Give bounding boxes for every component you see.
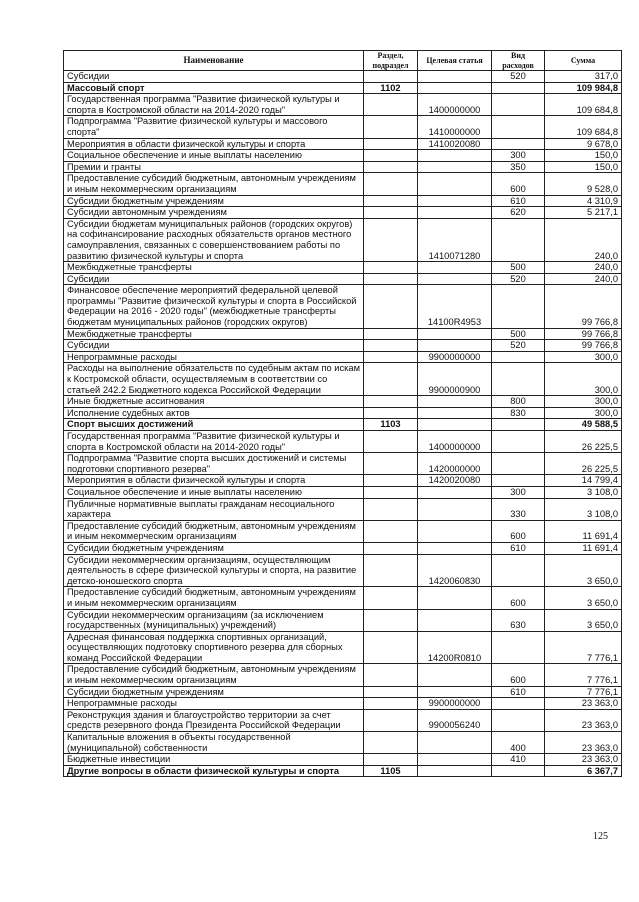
cell-name: Государственная программа "Развитие физической культуры и спорта в Костромской области на 2014-2020 годы" [64,94,364,116]
cell-target [418,754,492,766]
page-number: 125 [593,831,608,842]
cell-target: 9900000000 [418,351,492,363]
cell-sum: 99 766,8 [545,328,622,340]
cell-type: 800 [492,396,545,408]
table-row [64,631,622,664]
cell-sum: 3 108,0 [545,486,622,498]
cell-section [364,542,418,554]
cell-sum: 300,0 [545,407,622,419]
cell-type [492,94,545,116]
cell-type: 300 [492,486,545,498]
table-row [64,431,622,453]
cell-type: 600 [492,587,545,609]
cell-name: Социальное обеспечение и иные выплаты населению [64,150,364,162]
cell-name: Мероприятия в области физической культуры и спорта [64,138,364,150]
cell-target [418,542,492,554]
cell-sum: 7 776,1 [545,686,622,698]
cell-type [492,709,545,731]
cell-type [492,138,545,150]
table-row [64,765,622,777]
table-row [64,94,622,116]
cell-section: 1102 [364,82,418,94]
cell-name: Субсидии некоммерческим организациям (за исключением государственных (муниципальных) учреждений) [64,609,364,631]
cell-sum: 3 650,0 [545,587,622,609]
cell-sum: 300,0 [545,396,622,408]
cell-sum: 317,0 [545,71,622,83]
cell-target: 1420020080 [418,475,492,487]
cell-name: Государственная программа "Развитие физической культуры и спорта в Костромской области на 2014-2020 годы" [64,431,364,453]
cell-type [492,285,545,328]
table-row [64,71,622,83]
cell-sum: 240,0 [545,262,622,274]
cell-type: 630 [492,609,545,631]
table-row [64,419,622,431]
cell-type: 600 [492,520,545,542]
cell-name: Социальное обеспечение и иные выплаты населению [64,486,364,498]
cell-section [364,138,418,150]
header-section: Раздел, подраздел [364,51,418,71]
cell-section [364,498,418,520]
budget-table [63,50,622,777]
cell-sum: 150,0 [545,161,622,173]
cell-type [492,631,545,664]
cell-sum: 9 678,0 [545,138,622,150]
table-row [64,218,622,261]
cell-sum: 23 363,0 [545,709,622,731]
table-row [64,116,622,138]
cell-name: Предоставление субсидий бюджетным, автономным учреждениям и иным некоммерческим организациям [64,520,364,542]
table-row [64,407,622,419]
header-type: Вид расходов [492,51,545,71]
table-row [64,207,622,219]
cell-target [418,587,492,609]
cell-sum: 26 225,5 [545,431,622,453]
cell-section [364,328,418,340]
cell-type: 520 [492,340,545,352]
cell-target: 1420060830 [418,554,492,587]
cell-type: 610 [492,195,545,207]
cell-section [364,150,418,162]
table-row [64,587,622,609]
cell-target: 1410071280 [418,218,492,261]
cell-type [492,453,545,475]
cell-type: 830 [492,407,545,419]
cell-section [364,631,418,664]
cell-type: 610 [492,686,545,698]
cell-type [492,765,545,777]
cell-section [364,363,418,396]
cell-sum: 3 650,0 [545,554,622,587]
cell-target [418,340,492,352]
cell-section [364,609,418,631]
table-row [64,262,622,274]
cell-name: Подпрограмма "Развитие спорта высших достижений и системы подготовки спортивного резерва" [64,453,364,475]
cell-section [364,587,418,609]
cell-section [364,520,418,542]
header-name: Наименование [64,51,364,71]
cell-section [364,732,418,754]
cell-name: Субсидии некоммерческим организациям, осуществляющим деятельность в сфере физической культуры и спорта, на развитие детско-юношеского спорта [64,554,364,587]
cell-type [492,554,545,587]
cell-name: Финансовое обеспечение мероприятий федеральной целевой программы "Развитие физической культуры и спорта в Российской Федерации на 2016 - 2020 годы" (межбюджетные трансферты бюджетам муниципальных районов (городских округов) [64,285,364,328]
cell-type: 500 [492,262,545,274]
table-row [64,732,622,754]
cell-section [364,407,418,419]
cell-sum: 109 684,8 [545,94,622,116]
cell-sum: 11 691,4 [545,542,622,554]
cell-section [364,475,418,487]
cell-section [364,207,418,219]
cell-sum: 11 691,4 [545,520,622,542]
cell-section [364,486,418,498]
cell-type [492,431,545,453]
cell-section [364,340,418,352]
table-row [64,396,622,408]
cell-sum: 26 225,5 [545,453,622,475]
table-row [64,520,622,542]
cell-target [418,486,492,498]
cell-name: Адресная финансовая поддержка спортивных организаций, осуществляющих подготовку спортивного резерва для сборных команд Российской Федерации [64,631,364,664]
cell-target: 1420000000 [418,453,492,475]
cell-section [364,431,418,453]
cell-section [364,218,418,261]
table-row [64,82,622,94]
cell-sum: 3 108,0 [545,498,622,520]
cell-name: Подпрограмма "Развитие физической культуры и массового спорта" [64,116,364,138]
cell-name: Предоставление субсидий бюджетным, автономным учреждениям и иным некоммерческим организациям [64,173,364,195]
cell-target [418,664,492,686]
cell-type [492,363,545,396]
cell-section: 1103 [364,419,418,431]
cell-target [418,765,492,777]
cell-type: 410 [492,754,545,766]
cell-sum: 23 363,0 [545,698,622,710]
cell-type: 600 [492,173,545,195]
cell-type [492,698,545,710]
cell-target: 9900056240 [418,709,492,731]
cell-type: 300 [492,150,545,162]
table-row [64,351,622,363]
cell-sum: 7 776,1 [545,631,622,664]
cell-name: Субсидии бюджетным учреждениям [64,195,364,207]
cell-sum: 7 776,1 [545,664,622,686]
cell-name: Предоставление субсидий бюджетным, автономным учреждениям и иным некоммерческим организациям [64,587,364,609]
cell-name: Субсидии [64,273,364,285]
table-row [64,173,622,195]
cell-target [418,407,492,419]
cell-section [364,709,418,731]
cell-name: Субсидии бюджетам муниципальных районов (городских округов) на софинансирование расходных обязательств органов местного самоуправления, связанных с совершенствованием работы по развитию физической культуры и спорта [64,218,364,261]
cell-section [364,195,418,207]
cell-section [364,94,418,116]
cell-sum: 4 310,9 [545,195,622,207]
table-row [64,664,622,686]
cell-name: Капитальные вложения в объекты государственной (муниципальной) собственности [64,732,364,754]
cell-target [418,195,492,207]
cell-section [364,754,418,766]
cell-type: 350 [492,161,545,173]
cell-target: 1410020080 [418,138,492,150]
cell-name: Премии и гранты [64,161,364,173]
table-row [64,285,622,328]
cell-target: 1400000000 [418,431,492,453]
cell-target [418,609,492,631]
cell-target: 1400000000 [418,94,492,116]
cell-name: Субсидии бюджетным учреждениям [64,686,364,698]
cell-name: Субсидии [64,71,364,83]
cell-name: Спорт высших достижений [64,419,364,431]
cell-sum: 240,0 [545,273,622,285]
table-row [64,138,622,150]
cell-sum: 109 984,8 [545,82,622,94]
cell-target: 1410000000 [418,116,492,138]
cell-name: Непрограммные расходы [64,698,364,710]
cell-target [418,732,492,754]
cell-sum: 300,0 [545,363,622,396]
cell-type: 520 [492,273,545,285]
cell-sum: 5 217,1 [545,207,622,219]
table-row [64,161,622,173]
cell-name: Предоставление субсидий бюджетным, автономным учреждениям и иным некоммерческим организациям [64,664,364,686]
cell-sum: 9 528,0 [545,173,622,195]
cell-target: 14100R4953 [418,285,492,328]
table-row [64,698,622,710]
cell-type [492,475,545,487]
cell-target [418,686,492,698]
cell-sum: 49 588,5 [545,419,622,431]
cell-target [418,71,492,83]
cell-name: Межбюджетные трансферты [64,328,364,340]
table-row [64,150,622,162]
cell-section [364,116,418,138]
table-row [64,609,622,631]
cell-section [364,686,418,698]
cell-type [492,351,545,363]
table-row [64,754,622,766]
cell-name: Другие вопросы в области физической культуры и спорта [64,765,364,777]
cell-section [364,453,418,475]
cell-section [364,71,418,83]
cell-name: Расходы на выполнение обязательств по судебным актам по искам к Костромской области, осуществляемым в соответствии со статьей 242.2 Бюджетного кодекса Российской Федерации [64,363,364,396]
cell-type: 400 [492,732,545,754]
cell-section [364,285,418,328]
table-row [64,486,622,498]
cell-name: Публичные нормативные выплаты гражданам несоциального характера [64,498,364,520]
cell-target [418,161,492,173]
cell-sum: 14 799,4 [545,475,622,487]
cell-type [492,116,545,138]
cell-name: Субсидии автономным учреждениям [64,207,364,219]
cell-target [418,520,492,542]
cell-sum: 99 766,8 [545,285,622,328]
cell-sum: 23 363,0 [545,754,622,766]
table-row [64,340,622,352]
cell-section [364,351,418,363]
cell-type: 520 [492,71,545,83]
cell-type [492,218,545,261]
cell-name: Массовый спорт [64,82,364,94]
cell-name: Межбюджетные трансферты [64,262,364,274]
table-body [64,71,622,777]
table-header-row [64,51,622,71]
cell-section [364,664,418,686]
table-row [64,328,622,340]
cell-target [418,328,492,340]
cell-sum: 99 766,8 [545,340,622,352]
cell-target [418,396,492,408]
cell-type: 500 [492,328,545,340]
cell-section [364,554,418,587]
header-sum: Сумма [545,51,622,71]
cell-section [364,173,418,195]
cell-target: 14200R0810 [418,631,492,664]
table-row [64,453,622,475]
cell-name: Реконструкция здания и благоустройство территории за счет средств резервного фонда Президента Российской Федерации [64,709,364,731]
header-target: Целевая статья [418,51,492,71]
cell-type [492,419,545,431]
cell-target [418,173,492,195]
cell-sum: 150,0 [545,150,622,162]
cell-sum: 3 650,0 [545,609,622,631]
cell-name: Мероприятия в области физической культуры и спорта [64,475,364,487]
cell-target [418,419,492,431]
cell-target [418,262,492,274]
cell-type [492,82,545,94]
cell-section [364,698,418,710]
table-row [64,475,622,487]
cell-target [418,498,492,520]
cell-sum: 6 367,7 [545,765,622,777]
cell-sum: 300,0 [545,351,622,363]
cell-name: Непрограммные расходы [64,351,364,363]
cell-type: 620 [492,207,545,219]
cell-name: Субсидии [64,340,364,352]
cell-name: Исполнение судебных актов [64,407,364,419]
cell-name: Субсидии бюджетным учреждениям [64,542,364,554]
table-row [64,363,622,396]
table-row [64,554,622,587]
cell-target: 9900000000 [418,698,492,710]
cell-section [364,273,418,285]
cell-name: Иные бюджетные ассигнования [64,396,364,408]
table-row [64,498,622,520]
cell-section [364,262,418,274]
cell-sum: 109 684,8 [545,116,622,138]
table-row [64,273,622,285]
cell-section [364,161,418,173]
cell-type: 600 [492,664,545,686]
cell-type: 610 [492,542,545,554]
cell-sum: 240,0 [545,218,622,261]
cell-target [418,273,492,285]
cell-target [418,207,492,219]
cell-target [418,150,492,162]
cell-section: 1105 [364,765,418,777]
cell-name: Бюджетные инвестиции [64,754,364,766]
cell-target [418,82,492,94]
cell-section [364,396,418,408]
cell-type: 330 [492,498,545,520]
table-row [64,542,622,554]
table-row [64,686,622,698]
cell-target: 9900000900 [418,363,492,396]
table-row [64,195,622,207]
table-row [64,709,622,731]
cell-sum: 23 363,0 [545,732,622,754]
